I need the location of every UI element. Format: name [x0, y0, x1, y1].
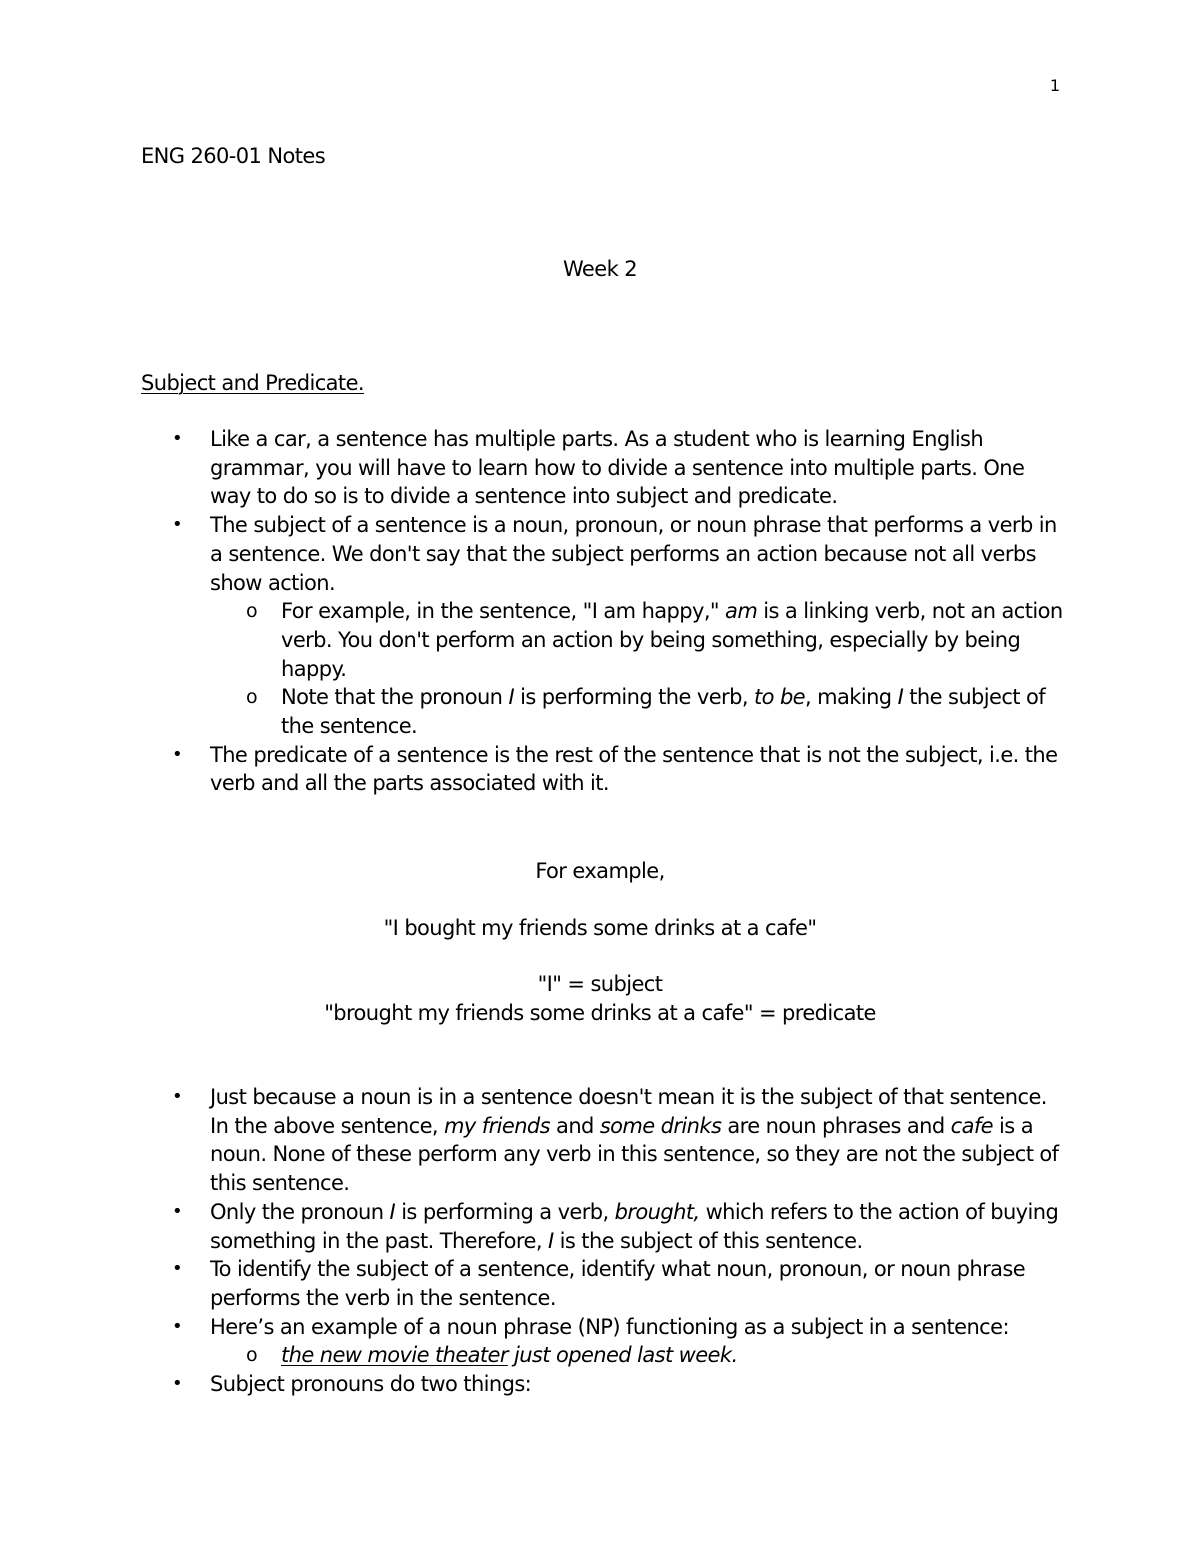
example-subject-line: "I" = subject: [537, 972, 663, 996]
sub-item-text: is performing the verb,: [514, 685, 754, 710]
sub-list: [210, 597, 1071, 741]
list-item-text: Subject pronouns do two things:: [210, 1372, 532, 1397]
noun-phrase-subject: the new movie theater: [281, 1343, 508, 1368]
list-item-text: which refers to the action of buying something in the past. Therefore,: [210, 1199, 1059, 1253]
list-item: [141, 1313, 1071, 1370]
sub-item-text: is a linking verb, not an action verb. You don't perform an action by being something, especially by being happy.: [281, 599, 1063, 681]
bullet-icon: •: [172, 1200, 183, 1222]
list-item: [141, 1255, 1071, 1312]
list-item-text: are noun phrases and: [721, 1113, 951, 1138]
week-heading: Week 2: [563, 257, 637, 281]
emphasis-am: am: [725, 599, 758, 624]
bullet-icon: •: [172, 514, 183, 536]
list-item-text: Here’s an example of a noun phrase (NP) functioning as a subject in a sentence:: [210, 1314, 1009, 1339]
sub-item-text: , making: [805, 685, 898, 710]
list-item: [141, 741, 1071, 798]
list-item-text: The subject of a sentence is a noun, pronoun, or noun phrase that performs a verb in a sentence. We don't say that the subject performs an action because not all verbs show action.: [210, 513, 1057, 595]
emphasis-some-drinks: some drinks: [599, 1113, 722, 1138]
list-item: [141, 1198, 1071, 1255]
section-heading: Subject and Predicate.: [141, 371, 364, 395]
sub-list-item: [210, 1341, 1071, 1370]
emphasis-pronoun-i: I: [508, 685, 515, 710]
list-item: [141, 1370, 1071, 1399]
bullet-icon: •: [172, 428, 183, 449]
emphasis-cafe: cafe: [950, 1113, 993, 1138]
list-item: [141, 425, 1071, 511]
sub-item-text: just opened last week.: [507, 1343, 738, 1368]
list-item-text: To identify the subject of a sentence, identify what noun, pronoun, or noun phrase performs the verb in the sentence.: [210, 1257, 1026, 1310]
list-item: [141, 511, 1071, 741]
list-item-text: Only the pronoun: [210, 1199, 390, 1224]
emphasis-pronoun-i: I: [389, 1199, 396, 1224]
sub-item-text: the subject of the sentence.: [281, 685, 1046, 739]
list-item-text: is a noun. None of these perform any verb in this sentence, so they are not the subject of this sentence.: [210, 1113, 1059, 1196]
sub-list-item: [210, 597, 1071, 683]
emphasis-pronoun-i: I: [547, 1228, 554, 1253]
page-number: 1: [1049, 76, 1060, 95]
sub-item-text: Note that the pronoun: [281, 685, 509, 710]
list-item-text: is performing a verb,: [395, 1199, 615, 1224]
emphasis-brought: brought,: [614, 1199, 700, 1224]
bullet-icon: •: [172, 743, 183, 765]
example-label: For example,: [535, 859, 665, 883]
sub-item-text: For example, in the sentence, "I am happy,": [281, 599, 726, 624]
document-title: ENG 260-01 Notes: [141, 144, 326, 168]
emphasis-pronoun-i: I: [897, 685, 904, 710]
bullet-icon: •: [172, 1373, 183, 1395]
list-item-text: is the subject of this sentence.: [553, 1228, 863, 1253]
bullet-icon: •: [172, 1086, 183, 1107]
sub-list: [210, 1341, 1071, 1370]
list-item-text: Just because a noun is in a sentence doesn't mean it is the subject of that sentence. In the above sentence,: [210, 1085, 1047, 1138]
bullet-list-definitions: [141, 425, 1071, 798]
bullet-icon: •: [172, 1258, 183, 1280]
emphasis-my-friends: my friends: [444, 1113, 550, 1138]
bullet-list-explanations: [141, 1083, 1071, 1399]
list-item-text: The predicate of a sentence is the rest of the sentence that is not the subject, i.e. the verb and all the parts associated with it.: [210, 742, 1058, 796]
example-predicate-line: "brought my friends some drinks at a cafe" = predicate: [324, 1001, 876, 1025]
emphasis-to-be: to be: [753, 685, 805, 710]
sub-bullet-icon: o: [246, 686, 258, 709]
list-item-text: Like a car, a sentence has multiple parts. As a student who is learning English grammar, you will have to learn how to divide a sentence into multiple parts. One way to do so is to divide a sentence into subject and predicate.: [210, 427, 1025, 509]
sub-bullet-icon: o: [246, 1344, 258, 1367]
bullet-icon: •: [172, 1315, 183, 1337]
list-item-text: and: [549, 1113, 600, 1138]
sub-bullet-icon: o: [246, 600, 258, 623]
example-sentence: "I bought my friends some drinks at a cafe": [383, 916, 817, 940]
list-item: [141, 1083, 1071, 1198]
sub-list-item: [210, 683, 1071, 740]
